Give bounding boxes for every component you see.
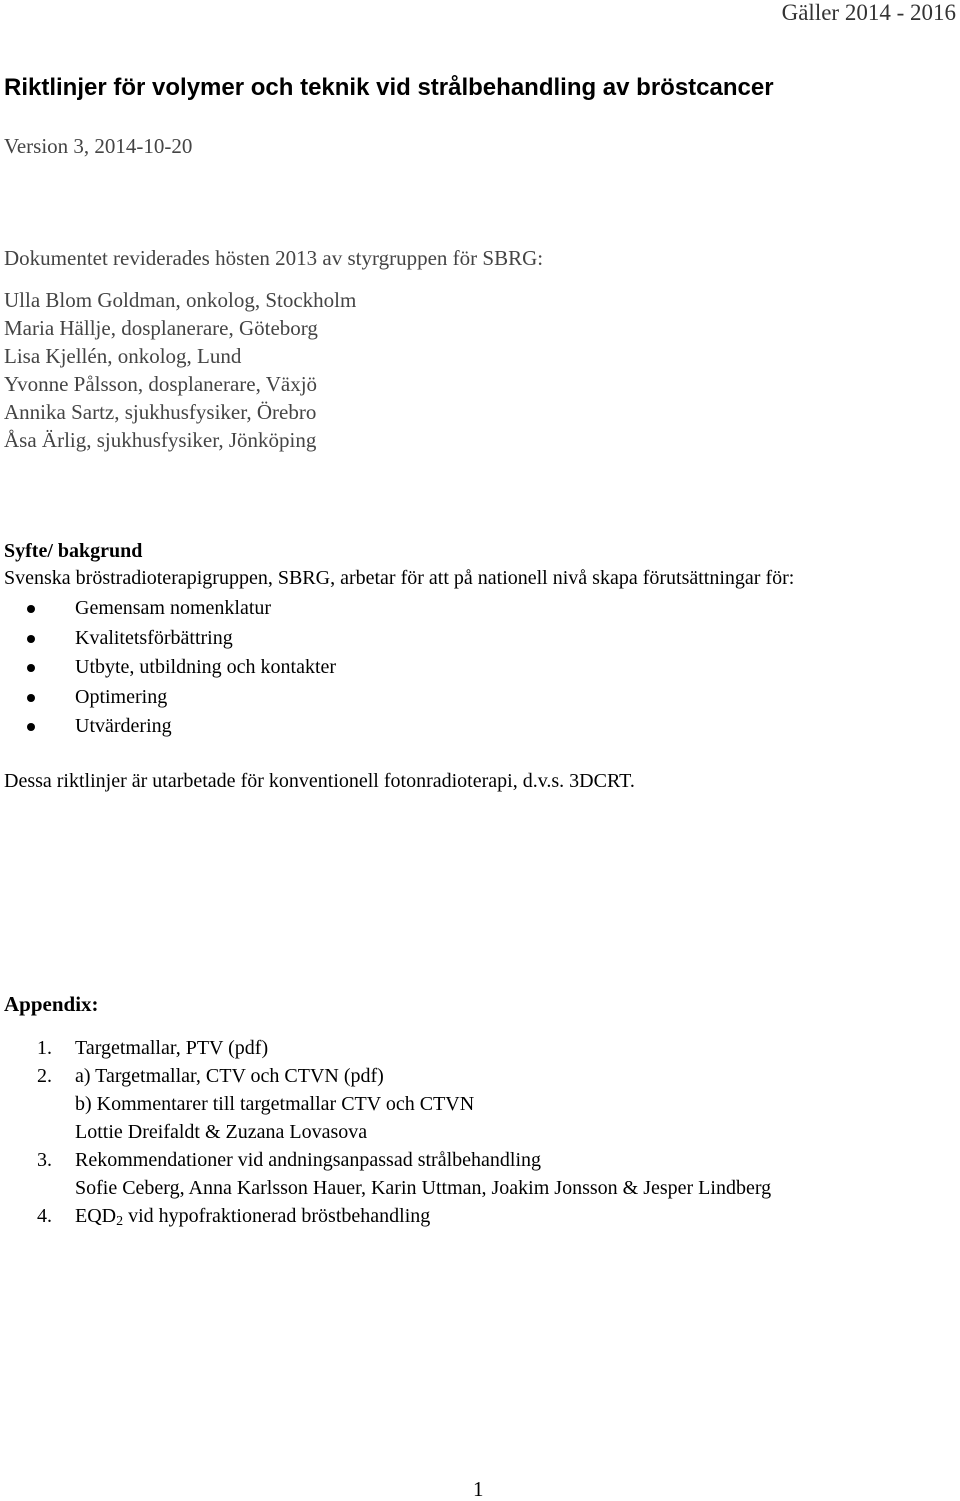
- bullet-icon: [27, 605, 35, 613]
- revision-note: Dokumentet reviderades hösten 2013 av styrgruppen för SBRG:: [4, 246, 544, 270]
- bullet-text: Gemensam nomenklatur: [75, 597, 272, 619]
- appendix-comments-line: b) Kommentarer till targetmallar CTV och CTVN: [75, 1093, 475, 1115]
- purpose-heading: Syfte/ bakgrund: [4, 540, 143, 562]
- bullet-text: Utvärdering: [75, 715, 172, 737]
- appendix-number: 1.: [37, 1037, 52, 1059]
- bullet-icon: [27, 694, 35, 702]
- appendix-item-2: [0, 1062, 771, 1146]
- bullet-icon: [27, 664, 35, 672]
- bullet-item: [0, 712, 336, 742]
- bullet-text: Utbyte, utbildning och kontakter: [75, 656, 337, 678]
- bullet-item: [0, 653, 336, 683]
- purpose-bullet-list: [0, 594, 336, 742]
- member-item: Yvonne Pålsson, dosplanerare, Växjö: [4, 372, 318, 396]
- eqd-subscript: 2: [116, 1214, 124, 1229]
- document-title: Riktlinjer för volymer och teknik vid strålbehandling av bröstcancer: [4, 74, 774, 101]
- appendix-link-ctv-templates[interactable]: a) Targetmallar, CTV och CTVN (pdf): [75, 1065, 384, 1087]
- member-item: Ulla Blom Goldman, onkolog, Stockholm: [4, 288, 357, 312]
- steering-group-list: [4, 286, 356, 454]
- scope-statement: Dessa riktlinjer är utarbetade för konventionell fotonradioterapi, d.v.s. 3DCRT.: [4, 770, 635, 792]
- appendix-link-ptv-templates[interactable]: Targetmallar, PTV (pdf): [75, 1037, 269, 1059]
- validity-period: Gäller 2014 - 2016: [781, 0, 956, 25]
- purpose-intro: Svenska bröstradioterapigruppen, SBRG, arbetar för att på nationell nivå skapa förutsättningar för:: [4, 567, 795, 589]
- appendix-number: 3.: [37, 1149, 52, 1171]
- document-version: Version 3, 2014-10-20: [4, 134, 193, 158]
- appendix-number: 4.: [37, 1205, 52, 1227]
- member-item: Maria Hällje, dosplanerare, Göteborg: [4, 316, 318, 340]
- bullet-item: [0, 624, 336, 654]
- appendix-item-4: [0, 1202, 771, 1236]
- appendix-item-1: [0, 1034, 771, 1062]
- appendix-authors: Sofie Ceberg, Anna Karlsson Hauer, Karin Uttman, Joakim Jonsson & Jesper Lindberg: [75, 1177, 772, 1199]
- bullet-icon: [27, 635, 35, 643]
- eqd-suffix: vid hypofraktionerad bröstbehandling: [123, 1205, 431, 1227]
- member-item: Åsa Ärlig, sjukhusfysiker, Jönköping: [4, 428, 317, 452]
- bullet-icon: [27, 723, 35, 731]
- member-item: Lisa Kjellén, onkolog, Lund: [4, 344, 242, 368]
- page-number: 1: [473, 1477, 484, 1501]
- eqd-prefix: EQD: [75, 1205, 117, 1227]
- appendix-item-3: [0, 1146, 771, 1202]
- appendix-link-breathing-adapted[interactable]: Rekommendationer vid andningsanpassad strålbehandling: [75, 1149, 542, 1171]
- appendix-link-eqd2[interactable]: [75, 1202, 771, 1236]
- bullet-item: [0, 594, 336, 624]
- appendix-authors: Lottie Dreifaldt & Zuzana Lovasova: [75, 1121, 368, 1143]
- appendix-heading: Appendix:: [4, 992, 99, 1016]
- appendix-number: 2.: [37, 1065, 52, 1087]
- bullet-text: Kvalitetsförbättring: [75, 626, 233, 649]
- bullet-text: Optimering: [75, 685, 168, 708]
- bullet-item: [0, 683, 336, 713]
- member-item: Annika Sartz, sjukhusfysiker, Örebro: [4, 400, 317, 424]
- appendix-list: [0, 1034, 771, 1236]
